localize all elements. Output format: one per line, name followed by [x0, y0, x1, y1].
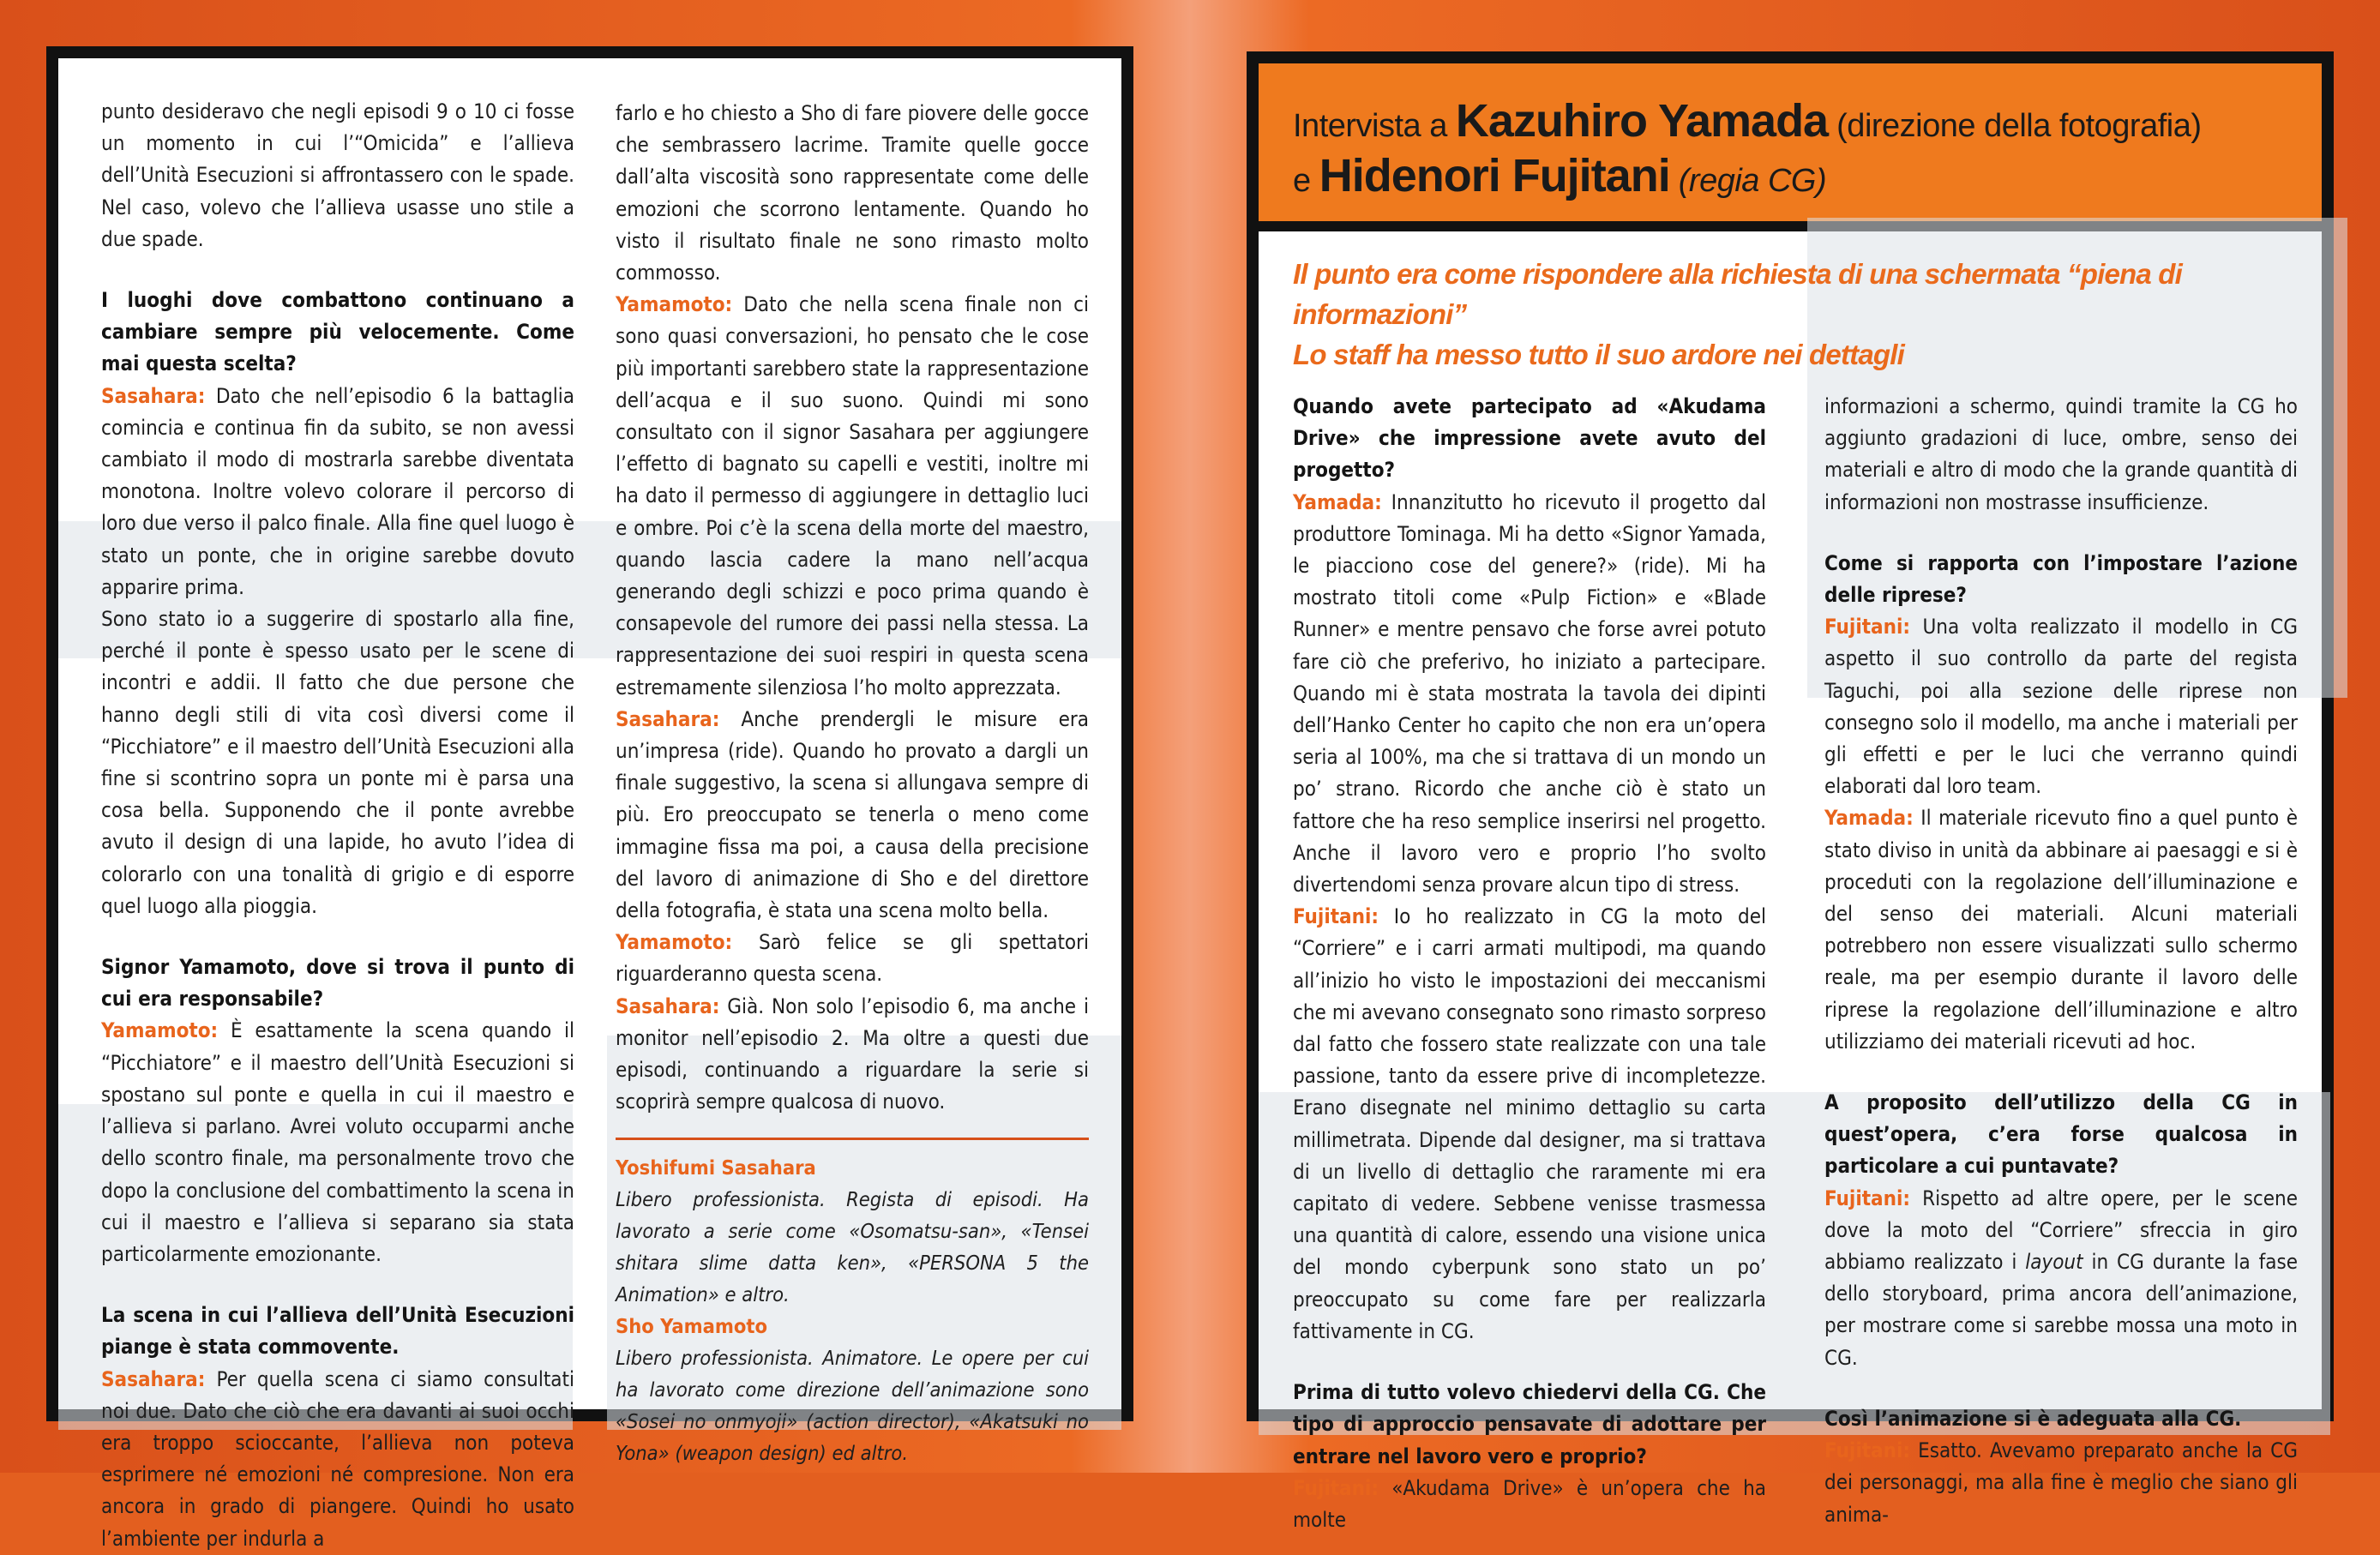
italic-term: layout [2025, 1250, 2083, 1275]
interview-question: Prima di tutto volevo chiedervi della CG. Che tipo di approccio pensavate di adottare per entrare nel lavoro vero e proprio? [1293, 1380, 1766, 1468]
paragraph: punto desideravo che negli episodi 9 o 10 ci fosse un momento in cui l’“Omicida” e l’allieva dell’Unità Esecuzioni si affrontassero con le spade. Nel caso, volevo che l’allieva usasse uno stile a due spade. [101, 99, 574, 251]
staff-bios [616, 1152, 1089, 1469]
speaker-label: Sasahara: [101, 383, 206, 408]
bio-name: Sho Yamamoto [616, 1313, 768, 1338]
interview-header [1259, 63, 2322, 231]
interview-answer: Yamada: Il materiale ricevuto fino a quel punto è stato diviso in unità da abbinare ai paesaggi e si è proceduti con la regolazione dell’illuminazione e del senso dei materiali. Alcuni materiali potrebbero non essere visualizzati sullo schermo reale, ma per esempio durante il lavoro delle riprese la regolazione dell’illuminazione e altro utilizziamo dei materiali ricevuti ad hoc. [1824, 806, 2298, 1054]
interview-answer: Fujitani: Una volta realizzato il modello in CG aspetto il suo controllo da parte del regista Taguchi, poi alla sezione delle riprese non consegno solo il modello, ma anche i materiali per gli effetti e per le luci che verranno quindi elaborati dal loro team. [1824, 615, 2298, 799]
interview-answer: Fujitani: Esatto. Avevamo preparato anche la CG dei personaggi, ma alla fine è meglio che siano gli anima- [1824, 1438, 2298, 1527]
interview-subtitle [1293, 254, 2296, 375]
interview-question: La scena in cui l’allieva dell’Unità Esecuzioni piange è stata commovente. [101, 1303, 574, 1360]
right-column-1 [1293, 391, 1766, 1536]
speaker-label: Fujitani: [1293, 904, 1379, 929]
interview-answer: Yamamoto: È esattamente la scena quando il “Picchiatore” e il maestro dell’Unità Esecuzioni si spostano sul ponte e quella in cui il maestro e l’allieva si parlano. Avrei voluto occuparmi anche dello scontro finale, ma personalmente trovo che dopo la conclusione del combattimento la scena in cui il maestro e l’allieva si separano sia stata particolarmente emozionante. [101, 1018, 574, 1266]
header-line-1 [1293, 96, 2296, 151]
speaker-label: Fujitani: [1824, 615, 1911, 639]
subtitle-line-2: Lo staff ha messo tutto il suo ardore nei dettagli [1293, 339, 1904, 370]
interview-question: A proposito dell’utilizzo della CG in quest’opera, c’era forse qualcosa in particolare a cui puntavate? [1824, 1090, 2298, 1179]
speaker-label: Fujitani: [1293, 1475, 1379, 1500]
interview-answer: Fujitani: Rispetto ad altre opere, per le scene dove la moto del “Corriere” sfreccia in giro abbiamo realizzato i layout in CG durante la fase dello storyboard, prima ancora dell’animazione, per mostrare come si sarebbe mossa una moto in CG. [1824, 1186, 2299, 1370]
interviewee-role-1: (direzione della fotografia) [1828, 108, 2202, 144]
left-page [46, 46, 1133, 1551]
left-column-2-text [616, 98, 1089, 1119]
interview-answer: Yamada: Innanzitutto ho ricevuto il progetto dal produttore Tominaga. Mi ha detto «Signor Yamada, le piacciono cose del genere?» (ride). Mi ha mostrato titoli come «Pulp Fiction» e «Blade Runner» e mentre pensavo che forse avrei potuto fare ciò che preferivo, ho iniziato a partecipare. Quando mi è stata mostrata la tavola dei dipinti dell’Hanko Center ho capito che non era un’opera seria al 100%, ma che si trattava di un mondo un po’ strano. Ricordo che anche ciò è stato un fattore che ha reso semplice inserirsi nel progetto. Anche il lavoro vero e proprio l’ho svolto divertendomi senza provare alcun tipo di stress. [1293, 489, 1766, 898]
speaker-label: Yamamoto: [616, 930, 733, 955]
left-column-2 [616, 98, 1089, 1469]
interview-question: Quando avete partecipato ad «Akudama Drive» che impressione avete avuto del progetto? [1293, 394, 1766, 483]
speaker-label: Yamada: [1293, 489, 1382, 514]
speaker-label: Yamamoto: [101, 1018, 219, 1043]
speaker-label: Sasahara: [616, 706, 720, 731]
interview-answer: Fujitani: Io ho realizzato in CG la moto del “Corriere” e i carri armati multipodi, ma quando all’inizio ho visto le impostazioni dei meccanismi che mi avevano consegnato sono rimasto sorpreso dal fatto che fossero state realizzate con una tale passione, tanto da essere prive di incompletezze. Erano disegnate nel minimo dettaglio su carta millimetrata. Dipende dal designer, ma si trattava di un livello di dettaglio che raramente mi era capitato di vedere. Sebbene venisse trasmessa una quantità di calore, essendo una visione unica del mondo cyberpunk sono stato un po’ preoccupato su come fare per realizzarla fattivamente in CG. [1293, 904, 1766, 1343]
interview-question: I luoghi dove combattono continuano a cambiare sempre più velocemente. Come mai questa scelta? [101, 288, 574, 376]
interview-answer: Sasahara: Già. Non solo l’episodio 6, ma anche i monitor nell’episodio 2. Ma oltre a questi due episodi, continuando a riguardare la serie si scoprirà sempre qualcosa di nuovo. [616, 994, 1089, 1114]
paragraph: Sono stato io a suggerire di spostarlo alla fine, perché il ponte è spesso usato per le scene di incontri e addii. Il fatto che due persone che hanno degli stili di vita così diversi come il “Picchiatore” e il maestro dell’Unità Esecuzioni alla fine si scontrino sopra un ponte mi è parsa una cosa bella. Supponendo che il ponte avrebbe avuto il design di una lapide, ho avuto l’idea di colorarlo con una tonalità di grigio e di esporre quel luogo alla pioggia. [101, 607, 574, 918]
speaker-label: Sasahara: [616, 994, 720, 1018]
header-prefix-2: e [1293, 163, 1319, 199]
interview-question: Signor Yamamoto, dove si trova il punto di cui era responsabile? [101, 955, 574, 1012]
interview-answer: Yamamoto: Sarò felice se gli spettatori riguarderanno questa scena. [616, 930, 1089, 987]
interview-question: Così l’animazione si è adeguata alla CG. [1824, 1406, 2242, 1431]
bio-divider [616, 1138, 1089, 1140]
interviewee-name-1: Kazuhiro Yamada [1455, 95, 1829, 147]
subtitle-line-1: Il punto era come rispondere alla richiesta di una schermata “piena di informazioni” [1293, 258, 2182, 330]
right-column-2 [1824, 391, 2298, 1531]
interview-answer: Sasahara: Per quella scena ci siamo consultati noi due. Dato che ciò che era davanti ai suoi occhi era troppo scioccante, l’allieva non poteva esprimere né emozioni né compresione. Non era ancora in grado di piangere. Quindi ho usato l’ambiente per indurla a [101, 1366, 574, 1551]
speaker-label: Yamada: [1824, 806, 1914, 831]
speaker-label: Fujitani: [1824, 1438, 1911, 1463]
interview-answer: Sasahara: Anche prendergli le misure era un’impresa (ride). Quando ho provato a dargli un finale suggestivo, la scena si allungava sempre di più. Ero preoccupato se tenerla o meno come immagine fissa ma poi, a causa della precisione del lavoro di animazione di Sho e del direttore della fotografia, è stata una scena molto bella. [616, 706, 1089, 923]
speaker-label: Yamamoto: [616, 292, 733, 317]
speaker-label: Fujitani: [1824, 1186, 1911, 1210]
paragraph: informazioni a schermo, quindi tramite la CG ho aggiunto gradazioni di luce, ombre, senso dei materiali e altro di modo che la grande quantità di informazioni non mostrasse insufficienze. [1824, 394, 2298, 514]
interview-answer: Fujitani: «Akudama Drive» è un’opera che ha molte [1293, 1475, 1766, 1532]
left-column-1 [101, 96, 574, 1555]
interviewee-role-2: (regia CG) [1669, 163, 1827, 199]
header-prefix: Intervista a [1293, 108, 1456, 144]
interview-answer: Yamamoto: Dato che nella scena finale non ci sono quasi conversazioni, ho pensato che le cose più importanti sarebbero state la rappresentazione dell’acqua e il suo suono. Quindi mi sono consultato con il signor Sasahara per aggiungere l’effetto di bagnato su capelli e vestiti, inoltre mi ha dato il permesso di aggiungere in dettaglio luci e ombre. Poi c’è la scena della morte del maestro, quando lascia cadere la mano nell’acqua generando degli schizzi e poco prima quando è consapevole del rumore dei passi nella stessa. La rappresentazione dei suoi respiri in questa scena estremamente silenziosa l’ho molto apprezzata. [616, 292, 1089, 699]
bio-name: Yoshifumi Sasahara [616, 1155, 816, 1180]
header-line-2 [1293, 151, 2296, 206]
paragraph: farlo e ho chiesto a Sho di fare piovere delle gocce che sembrassero lacrime. Tramite quelle gocce dall’alta viscosità sono rappresentate come delle emozioni che scorrono lentamente. Quando ho visto il risultato finale ne sono rimasto molto commosso. [616, 101, 1089, 285]
interview-question: Come si rapporta con l’impostare l’azione delle riprese? [1824, 550, 2298, 608]
speaker-label: Sasahara: [101, 1366, 206, 1391]
interviewee-name-2: Hidenori Fujitani [1319, 150, 1670, 201]
bio-text: Libero professionista. Regista di episodi. Ha lavorato a serie come «Osomatsu-san», «Tensei shitara slime datta ken», «PERSONA 5 the Animation» e altro. [616, 1186, 1089, 1306]
interview-answer: Sasahara: Dato che nell’episodio 6 la battaglia comincia e continua fin da subito, se non avessi cambiato il modo di mostrarla sarebbe diventata monotona. Inoltre volevo colorare il percorso di loro due verso il palco finale. Alla fine quel luogo è stato un ponte, che in origine sarebbe dovuto apparire prima. [101, 383, 574, 599]
bio-text: Libero professionista. Animatore. Le opere per cui ha lavorato come direzione dell’animazione sono «Sosei no onmyoji» (action director), «Akatsuki no Yona» (weapon design) ed altro. [616, 1345, 1089, 1465]
right-page [1247, 51, 2334, 1532]
